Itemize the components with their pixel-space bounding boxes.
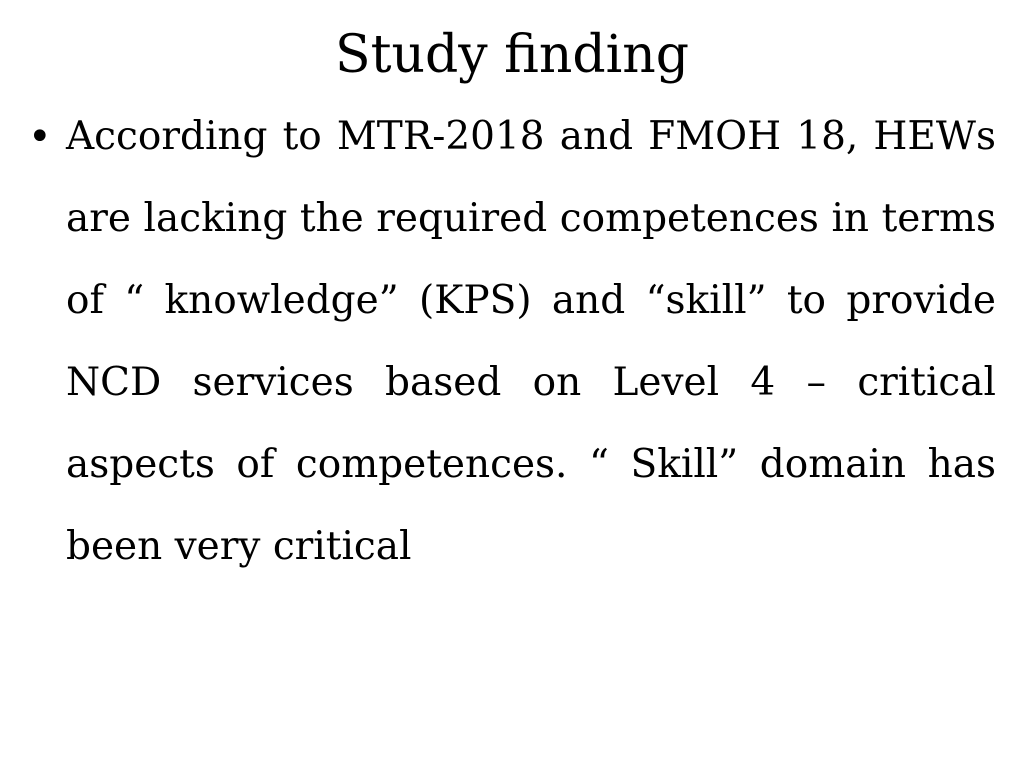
bullet-list xyxy=(28,96,996,588)
bullet-text: According to MTR-2018 and FMOH 18, HEWs are lacking the required competences in terms of “ knowledge” (KPS) and “skill” to provide NCD services based on Level 4 – critical aspects of competences. “ Skill” domain has been very critical xyxy=(66,114,996,569)
bullet-dot-icon: • xyxy=(28,114,52,160)
bullet-item xyxy=(28,96,996,588)
slide-title: Study finding xyxy=(334,25,690,85)
